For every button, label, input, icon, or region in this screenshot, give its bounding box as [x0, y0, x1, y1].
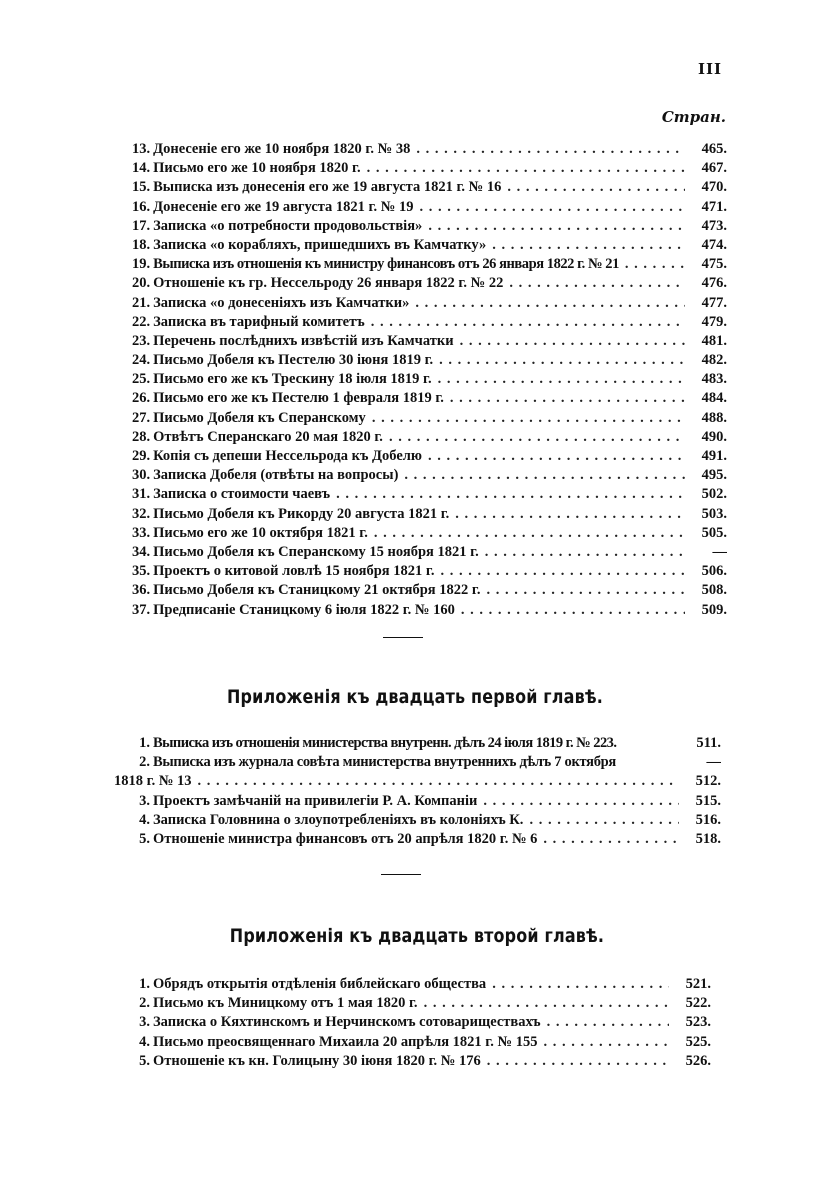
- entry-number: 17.: [132, 217, 151, 234]
- dot-leader: [450, 389, 685, 408]
- entry-number: 2.: [139, 754, 150, 771]
- dot-leader: [372, 409, 685, 428]
- toc-entry: [136, 975, 711, 994]
- entry-number: 22.: [132, 313, 151, 330]
- dot-leader: [371, 313, 685, 332]
- dot-leader: [428, 447, 685, 466]
- toc-entry: [132, 485, 727, 504]
- entry-number: 32.: [132, 505, 151, 522]
- entry-page: 516.: [695, 811, 721, 828]
- dot-leader: [485, 543, 685, 562]
- dot-leader: [543, 1033, 669, 1052]
- entry-title: Письмо Добеля къ Станицкому 21 октября 1822 г.: [153, 582, 481, 599]
- entry-title: Предписаніе Станицкому 6 іюля 1822 г. № 160: [153, 601, 455, 618]
- entry-number: 15.: [132, 179, 151, 196]
- toc-entry: [136, 792, 721, 811]
- entry-title: Проектъ о китовой ловлѣ 15 ноября 1821 г.: [153, 563, 435, 580]
- dot-leader: [483, 792, 679, 811]
- entry-title: Письмо его же 10 ноября 1820 г.: [153, 160, 361, 177]
- toc-entry: [132, 389, 727, 408]
- toc-entry-continuation: [114, 772, 721, 791]
- entry-number: 35.: [132, 563, 151, 580]
- entry-number: 34.: [132, 543, 151, 560]
- section-heading: Приложенія къ двадцать первой главѣ.: [226, 686, 603, 708]
- entry-number: 3.: [139, 792, 150, 809]
- toc-entry: [132, 294, 727, 313]
- entry-page: 505.: [701, 524, 727, 541]
- dot-leader: [625, 255, 685, 274]
- entry-number: 16.: [132, 198, 151, 215]
- entry-title: Письмо его же къ Трескину 18 іюля 1819 г.: [153, 371, 432, 388]
- entry-title: Записка о Кяхтинскомъ и Нерчинскомъ сотовариществахъ: [153, 1014, 541, 1031]
- entry-number: 23.: [132, 332, 151, 349]
- entry-title: Выписка изъ журнала совѣта министерства внутреннихъ дѣлъ 7 октября: [153, 754, 616, 771]
- entry-title: Письмо преосвященнаго Михаила 20 апрѣля 1821 г. № 155: [153, 1033, 538, 1050]
- entry-title: Отношеніе къ гр. Нессельроду 26 января 1822 г. № 22: [153, 275, 504, 292]
- entry-page: 508.: [701, 582, 727, 599]
- dot-leader: [460, 332, 685, 351]
- entry-page: 491.: [701, 448, 727, 464]
- entry-number: 5.: [139, 830, 150, 847]
- toc-entry: [136, 753, 721, 772]
- entry-title: Письмо его же къ Пестелю 1 февраля 1819 г.: [153, 390, 444, 407]
- dot-leader: [509, 274, 685, 293]
- entry-number: 24.: [132, 352, 151, 369]
- entry-number: 14.: [132, 160, 151, 177]
- entry-title: Отвѣтъ Сперанскаго 20 мая 1820 г.: [153, 428, 383, 445]
- entry-number: 29.: [132, 448, 151, 464]
- entry-title: Записка Головнина о злоупотребленіяхъ въ колоніяхъ К.: [153, 811, 524, 828]
- entry-page: 470.: [701, 179, 727, 196]
- toc-entry: [132, 447, 727, 466]
- entry-title: Письмо его же 10 октября 1821 г.: [153, 524, 368, 541]
- toc-entry: [132, 217, 727, 236]
- entry-number: 30.: [132, 467, 151, 484]
- entry-page: 467.: [701, 160, 727, 177]
- toc-entry: [136, 1052, 711, 1071]
- entry-page: 525.: [685, 1033, 711, 1050]
- dot-leader: [461, 601, 685, 620]
- entry-number: 33.: [132, 524, 151, 541]
- entry-title: Выписка изъ отношенія министерства внутренн. дѣлъ 24 іюля 1819 г. № 223.: [153, 735, 617, 751]
- entry-number: 4.: [139, 811, 150, 828]
- dot-leader: [486, 581, 685, 600]
- entry-page: 518.: [695, 830, 721, 847]
- entry-number: 26.: [132, 390, 151, 407]
- entry-number: 25.: [132, 371, 151, 388]
- entry-number: 3.: [139, 1014, 150, 1031]
- entry-page: 474.: [701, 236, 727, 253]
- dot-leader: [374, 524, 685, 543]
- page-column-header: Стран.: [661, 108, 726, 126]
- entry-title: Записка «о корабляхъ, пришедшихъ въ Камчатку»: [153, 236, 487, 253]
- entry-title: Записка Добеля (отвѣты на вопросы): [153, 467, 399, 484]
- entry-number: 21.: [132, 294, 151, 311]
- toc-entry: [132, 524, 727, 543]
- dot-leader: [507, 178, 685, 197]
- entry-page: 482.: [701, 352, 727, 369]
- dot-leader: [487, 1052, 669, 1071]
- dot-leader: [543, 830, 679, 849]
- dot-leader: [455, 505, 685, 524]
- entry-title: Выписка изъ донесенія его же 19 августа 1821 г. № 16: [153, 179, 502, 196]
- entry-page: 502.: [701, 486, 727, 503]
- dot-leader: [424, 994, 669, 1013]
- toc-entry: [136, 1033, 711, 1052]
- entry-page: 521.: [685, 976, 711, 992]
- entry-title: Обрядъ открытія отдѣленія библейскаго общества: [153, 976, 487, 992]
- entry-page: 481.: [701, 332, 727, 349]
- dot-leader: [529, 811, 679, 830]
- entry-title: Выписка изъ отношенія къ министру финансовъ отъ 26 января 1822 г. № 21: [153, 256, 619, 273]
- entry-title: Письмо Добеля къ Пестелю 30 іюня 1819 г.: [153, 352, 434, 369]
- entry-title: Отношеніе министра финансовъ отъ 20 апрѣля 1820 г. № 6: [153, 830, 538, 847]
- entry-title: Письмо Добеля къ Рикорду 20 августа 1821 г.: [153, 505, 450, 522]
- dot-leader: [438, 370, 685, 389]
- toc-entry: [132, 159, 727, 178]
- toc-entry: [132, 178, 727, 197]
- entry-number: 1.: [139, 976, 150, 992]
- dot-leader: [439, 351, 685, 370]
- entry-title: Письмо Добеля къ Сперанскому: [153, 409, 366, 426]
- entry-page: 477.: [701, 294, 727, 311]
- entry-page: 523.: [685, 1014, 711, 1031]
- entry-title: Отношеніе къ кн. Голицыну 30 іюня 1820 г. № 176: [153, 1052, 481, 1069]
- toc-entry: [132, 581, 727, 600]
- entry-number: 18.: [132, 236, 151, 253]
- entry-page: —: [712, 543, 727, 560]
- entry-title: Письмо къ Миницкому отъ 1 мая 1820 г.: [153, 995, 418, 1012]
- entry-number: 27.: [132, 409, 151, 426]
- entry-page: 509.: [701, 601, 727, 618]
- entry-page: 490.: [701, 428, 727, 445]
- entry-page: 471.: [701, 198, 727, 215]
- dot-leader: [492, 975, 669, 994]
- dot-leader: [492, 236, 685, 255]
- toc-entry: [132, 543, 727, 562]
- entry-page: 503.: [701, 505, 727, 522]
- entry-title: Записка «о потребности продовольствія»: [153, 217, 423, 234]
- toc-entry: [132, 274, 727, 293]
- section-divider: [381, 874, 421, 875]
- dot-leader: [419, 198, 685, 217]
- dot-leader: [547, 1013, 669, 1032]
- dot-leader: [198, 772, 679, 791]
- entry-page: 526.: [685, 1052, 711, 1069]
- dot-leader: [416, 140, 685, 159]
- toc-entry: [136, 811, 721, 830]
- entry-page: 512.: [695, 773, 721, 790]
- entry-number: 2.: [139, 995, 150, 1012]
- toc-entry: [136, 830, 721, 849]
- toc-entry: [136, 1013, 711, 1032]
- toc-entry: [132, 562, 727, 581]
- entry-title: Записка о стоимости чаевъ: [153, 486, 331, 503]
- dot-leader: [428, 217, 685, 236]
- entry-number: 36.: [132, 582, 151, 599]
- entry-title: Письмо Добеля къ Сперанскому 15 ноября 1821 г.: [153, 543, 479, 560]
- entry-title: 1818 г. № 13: [114, 773, 192, 790]
- toc-entry: [132, 370, 727, 389]
- toc-entry: [132, 505, 727, 524]
- toc-entry: [132, 198, 727, 217]
- entry-title: Донесеніе его же 19 августа 1821 г. № 19: [153, 198, 414, 215]
- entry-page: 495.: [701, 467, 727, 484]
- toc-entry: [132, 313, 727, 332]
- entry-page: 484.: [701, 390, 727, 407]
- toc-entry: [136, 994, 711, 1013]
- entry-number: 37.: [132, 601, 151, 618]
- page-number: III: [698, 60, 723, 78]
- toc-entry: [136, 734, 721, 753]
- dot-leader: [404, 466, 685, 485]
- toc-entry: [132, 409, 727, 428]
- toc-entry: [132, 601, 727, 620]
- toc-list-main: [132, 140, 727, 620]
- entry-page: 511.: [696, 735, 721, 751]
- entry-number: 13.: [132, 141, 151, 157]
- entry-page: 515.: [695, 792, 721, 809]
- toc-entry: [132, 236, 727, 255]
- dot-leader: [389, 428, 685, 447]
- entry-page: 488.: [701, 409, 727, 426]
- entry-page: —: [706, 754, 721, 771]
- toc-entry: [132, 351, 727, 370]
- section-divider: [383, 637, 423, 638]
- entry-page: 465.: [701, 141, 727, 157]
- entry-page: 506.: [701, 563, 727, 580]
- entry-page: 473.: [701, 217, 727, 234]
- toc-list-appendix-22: [136, 975, 711, 1071]
- dot-leader: [336, 485, 685, 504]
- entry-number: 19.: [132, 256, 151, 273]
- entry-page: 475.: [701, 256, 727, 273]
- entry-page: 476.: [701, 275, 727, 292]
- entry-page: 522.: [685, 995, 711, 1012]
- entry-number: 5.: [139, 1052, 150, 1069]
- entry-title: Перечень послѣднихъ извѣстій изъ Камчатки: [153, 332, 454, 349]
- toc-list-appendix-21: [114, 734, 721, 849]
- entry-number: 1.: [139, 735, 150, 751]
- entry-page: 479.: [701, 313, 727, 330]
- entry-number: 20.: [132, 275, 151, 292]
- entry-title: Донесеніе его же 10 ноября 1820 г. № 38: [153, 141, 411, 157]
- toc-entry: [132, 140, 727, 159]
- section-heading: Приложенія къ двадцать второй главѣ.: [229, 925, 605, 947]
- entry-number: 31.: [132, 486, 151, 503]
- entry-number: 4.: [139, 1033, 150, 1050]
- dot-leader: [367, 159, 685, 178]
- toc-entry: [132, 428, 727, 447]
- toc-entry: [132, 255, 727, 274]
- dot-leader: [415, 294, 685, 313]
- dot-leader: [440, 562, 685, 581]
- entry-title: Проектъ замѣчаній на привилегіи Р. А. Компаніи: [153, 792, 478, 809]
- toc-entry: [132, 332, 727, 351]
- entry-title: Записка въ тарифный комитетъ: [153, 313, 365, 330]
- entry-number: 28.: [132, 428, 151, 445]
- entry-title: Записка «о донесеніяхъ изъ Камчатки»: [153, 294, 410, 311]
- toc-entry: [132, 466, 727, 485]
- entry-page: 483.: [701, 371, 727, 388]
- entry-title: Копія съ депеши Нессельрода къ Добелю: [153, 448, 422, 464]
